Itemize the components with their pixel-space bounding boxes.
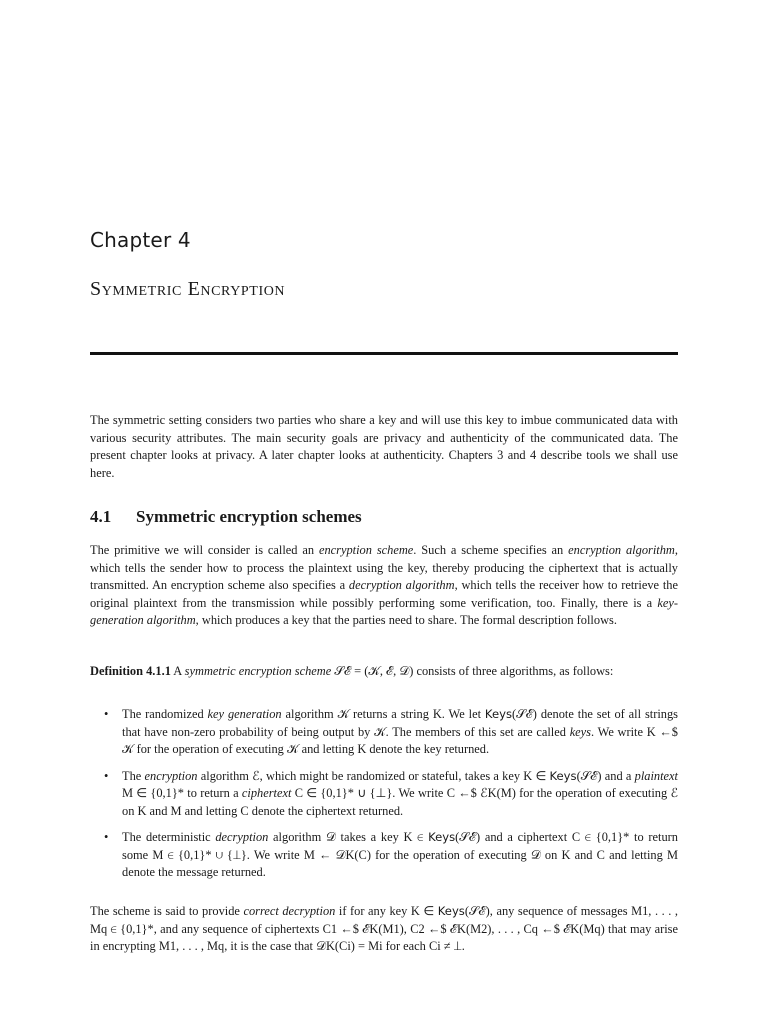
term-encryption-scheme: encryption scheme bbox=[318, 543, 414, 557]
text-run: (𝒮ℰ) and a bbox=[576, 768, 635, 783]
text-run: The deterministic bbox=[122, 830, 216, 844]
text-run: algorithm 𝒦 returns a string K. We let bbox=[281, 707, 485, 721]
chapter-title: Symmetric Encryption bbox=[90, 278, 286, 300]
term-encryption-algorithm: encryption algorithm bbox=[568, 543, 675, 557]
algorithm-list bbox=[90, 706, 678, 891]
term-key-generation: key generation bbox=[207, 707, 282, 721]
text-run: The bbox=[122, 768, 145, 783]
definition-label: Definition 4.1.1 bbox=[90, 664, 171, 678]
term-correct-decryption: correct decryption bbox=[243, 904, 336, 918]
text-run: , which tells the sender how to process the plaintext using the key, thereby producing the ciphertext that is actually transmitted. An encryption scheme also specifies a bbox=[90, 543, 678, 592]
text-run: 𝒮ℰ = (𝒦, ℰ, 𝒟) consists of three algorithms, as follows: bbox=[331, 664, 614, 678]
text-run: M ∈ {0,1}* to return a bbox=[122, 786, 242, 800]
chapter-divider bbox=[90, 352, 678, 355]
term-plaintext: plaintext bbox=[634, 768, 678, 783]
correctness-paragraph bbox=[90, 903, 678, 956]
keys-function: Keys bbox=[484, 707, 512, 721]
list-item-decryption bbox=[90, 829, 678, 882]
primitive-paragraph bbox=[90, 542, 678, 630]
text-run: if for any key K ∈ bbox=[335, 904, 438, 918]
intro-paragraph: The symmetric setting considers two parties who share a key and will use this key to imbue communicated data with various security attributes. The main security goals are privacy and authenticity of the communicated data. The present chapter looks at privacy. A later chapter looks at authenticity. Chapters 3 and 4 describe tools we shall use here. bbox=[90, 413, 678, 480]
list-item-key-generation bbox=[90, 706, 678, 759]
bullet-icon: • bbox=[104, 707, 109, 721]
text-run: (𝒮ℰ) and a ciphertext C ∈ {0,1}* to return some M ∈ {0,1}* ∪ {⊥}. We write M ← 𝒟K(C) for the operation of executing 𝒟 on K and C and letting M denote the message returned. bbox=[122, 830, 678, 879]
section-number: 4.1 bbox=[90, 507, 112, 526]
text-run: (𝒮ℰ), any sequence of messages M1, . . . , Mq ∈ {0,1}*, and any sequence of ciphertexts C1 ←$ ℰK(M1), C2 ←$ ℰK(M2), . . . , Cq ←$ ℰK(Mq) that may arise in encrypting M1, . . . , Mq, it is the case that 𝒟K(Ci) = Mi for each Ci ≠ ⊥. bbox=[90, 904, 679, 953]
text-run: algorithm ℰ, which might be randomized or stateful, takes a key K ∈ bbox=[197, 768, 550, 783]
text-run: algorithm 𝒟 takes a key K ∈ bbox=[268, 830, 429, 844]
text-run: (𝒮ℰ) denote the set of all strings that have non-zero probability of being output by 𝒦. The members of this set are called bbox=[122, 707, 678, 739]
section-heading bbox=[90, 507, 362, 527]
keys-function: Keys bbox=[437, 904, 465, 918]
term-decryption: decryption bbox=[215, 830, 269, 844]
definition-paragraph bbox=[90, 663, 678, 681]
section-title: Symmetric encryption schemes bbox=[136, 507, 362, 526]
chapter-label: Chapter 4 bbox=[90, 228, 191, 252]
text-run: C ∈ {0,1}* ∪ {⊥}. We write C ←$ ℰK(M) for the operation of executing ℰ on K and M and letting C denote the ciphertext returned. bbox=[122, 786, 678, 818]
bullet-icon: • bbox=[104, 768, 109, 783]
text-run: . Such a scheme specifies an bbox=[413, 543, 569, 557]
term-ciphertext: ciphertext bbox=[241, 786, 292, 800]
text-run: , which tells the receiver how to retrieve the original plaintext from the transmission while possibly performing some verification, too. Finally, there is a bbox=[90, 578, 678, 610]
keys-function: Keys bbox=[428, 830, 456, 844]
keys-function: Keys bbox=[549, 768, 577, 783]
term-keys: keys bbox=[569, 724, 592, 739]
text-run: A bbox=[170, 664, 185, 678]
list-item-encryption bbox=[90, 768, 678, 821]
term-encryption: encryption bbox=[144, 768, 198, 783]
term-symmetric-encryption-scheme: symmetric encryption scheme bbox=[184, 664, 332, 678]
text-run: The primitive we will consider is called an bbox=[90, 543, 319, 557]
text-run: , which produces a key that the parties need to share. The formal description follows. bbox=[195, 613, 617, 627]
text-run: The randomized bbox=[122, 707, 208, 721]
bullet-icon: • bbox=[104, 830, 109, 844]
text-run: The scheme is said to provide bbox=[90, 904, 244, 918]
text-run: . We write K ←$ 𝒦 for the operation of executing 𝒦 and letting K denote the key returned. bbox=[122, 724, 678, 756]
term-decryption-algorithm: decryption algorithm bbox=[348, 578, 455, 592]
term-key-generation-algorithm: key-generation algorithm bbox=[90, 595, 678, 627]
